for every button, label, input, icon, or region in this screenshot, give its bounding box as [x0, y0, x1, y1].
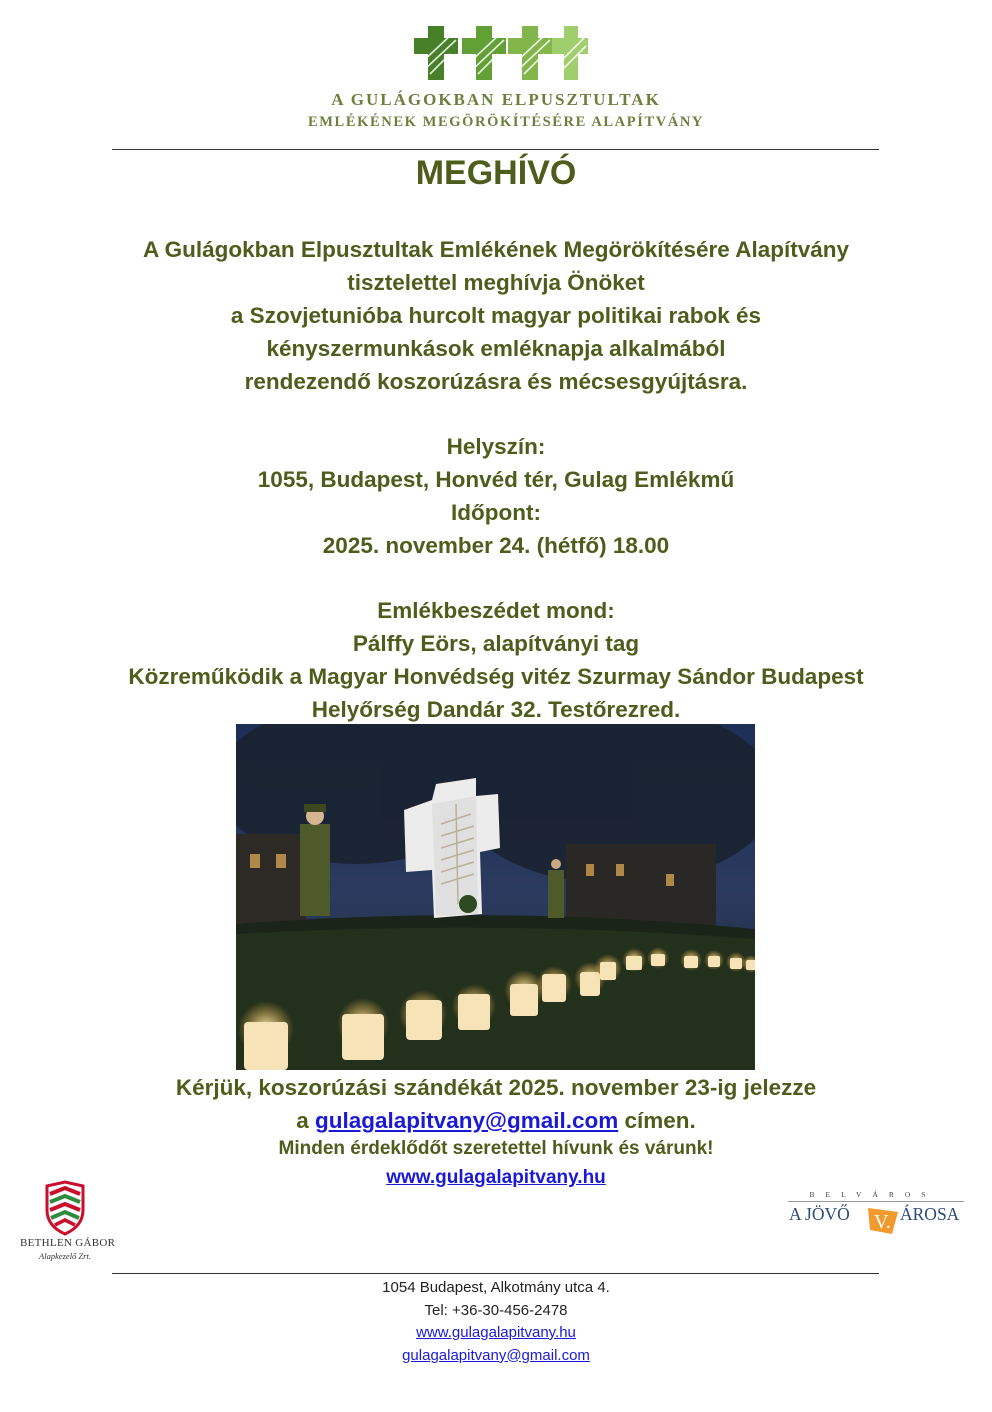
rsvp-line1: Kérjük, koszorúzási szándékát 2025. november 23-ig jelezze — [175, 1075, 817, 1100]
intro-line: tisztelettel meghívja Önöket — [347, 270, 645, 295]
belvaros-v-letter: V. — [874, 1211, 891, 1233]
participants-line1: Közreműködik a Magyar Honvédség vitéz Szurmay Sándor Budapest — [128, 664, 864, 689]
organization-name-line1: A GULÁGOKBAN ELPUSZTULTAK — [331, 90, 661, 109]
speaker-name: Pálffy Eörs, alapítványi tag — [352, 631, 640, 656]
footer-address: 1054 Budapest, Alkotmány utca 4. — [382, 1279, 610, 1296]
organization-name-line2: EMLÉKÉNEK MEGÖRÖKÍTÉSÉRE ALAPÍTVÁNY — [308, 114, 704, 130]
belvaros-right-text: ÁROSA — [900, 1204, 960, 1224]
place-value: 1055, Budapest, Honvéd tér, Gulag Emlékmű — [257, 467, 735, 492]
footer — [0, 1277, 992, 1367]
page-title: MEGHÍVÓ — [415, 154, 577, 192]
belvaros-left-text: A JÖVŐ — [789, 1204, 850, 1224]
participants-line2: Helyőrség Dandár 32. Testőrezred. — [311, 697, 681, 722]
bethlen-shield-icon — [20, 1180, 110, 1236]
website-link[interactable]: www.gulagalapitvany.hu — [386, 1167, 606, 1188]
event-details — [0, 430, 992, 562]
time-label: Időpont: — [451, 500, 541, 525]
rsvp-suffix: címen. — [624, 1108, 696, 1133]
bethlen-subtitle: Alapkezelő Zrt. — [39, 1251, 91, 1261]
belvaros-top-text: BELVÁROS — [809, 1190, 937, 1199]
speech-label: Emlékbeszédet mond: — [377, 598, 615, 623]
place-label: Helyszín: — [446, 434, 546, 459]
time-value: 2025. november 24. (hétfő) 18.00 — [322, 533, 670, 558]
intro-line: a Szovjetunióba hurcolt magyar politikai rabok és — [230, 303, 762, 328]
bethlen-gabor-logo — [20, 1180, 116, 1265]
intro-line: kényszermunkások emléknapja alkalmából — [266, 336, 726, 361]
header-divider — [112, 149, 879, 150]
belvaros-divider — [788, 1201, 964, 1202]
belvaros-v-icon — [866, 1206, 900, 1236]
rsvp-line2 — [0, 1104, 992, 1137]
intro-line: rendezendő koszorúzásra és mécsesgyújtásra. — [244, 369, 748, 394]
memorial-photo — [236, 724, 755, 1070]
belvaros-logo — [778, 1190, 968, 1240]
rsvp-prefix: a — [296, 1108, 309, 1133]
footer-divider — [112, 1273, 879, 1274]
rsvp-email-link[interactable]: gulagalapitvany@gmail.com — [314, 1108, 619, 1133]
speech-details — [0, 594, 992, 726]
bethlen-name: BETHLEN GÁBOR — [20, 1237, 116, 1249]
intro-paragraph — [0, 233, 992, 398]
intro-line: A Gulágokban Elpusztultak Emlékének Megörökítésére Alapítvány — [142, 237, 850, 262]
footer-phone: Tel: +36-30-456-2478 — [424, 1301, 568, 1319]
rsvp-request — [0, 1071, 992, 1137]
footer-email-link[interactable]: gulagalapitvany@gmail.com — [402, 1346, 590, 1364]
foundation-logo-icon — [400, 24, 590, 84]
welcome-text: Minden érdeklődőt szeretettel hívunk és várunk! — [278, 1138, 714, 1159]
footer-website-link[interactable]: www.gulagalapitvany.hu — [416, 1324, 576, 1341]
website-link-wrap — [0, 1167, 992, 1189]
